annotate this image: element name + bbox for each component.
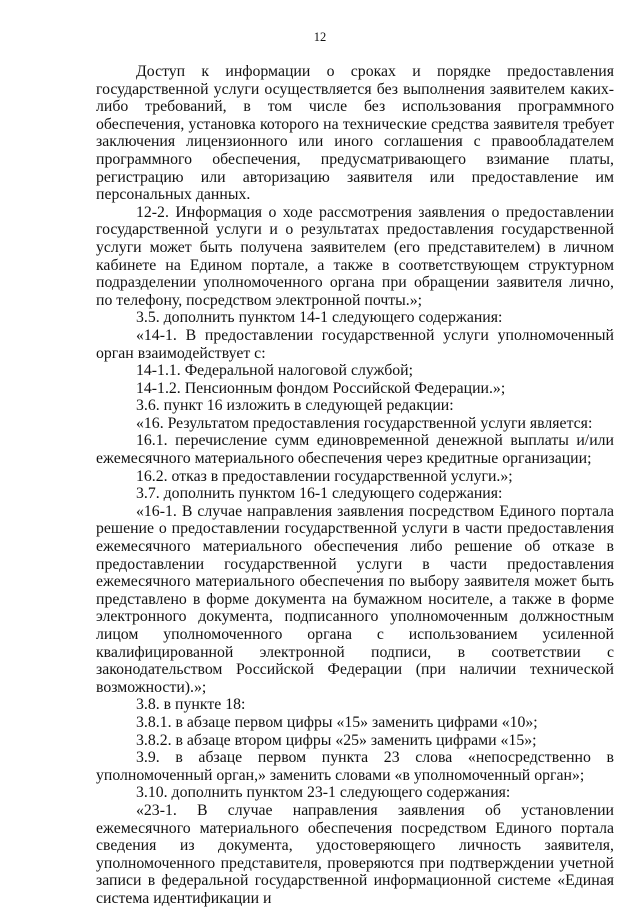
paragraph: 3.5. дополнить пунктом 14-1 следующего содержания:	[136, 309, 503, 327]
paragraph: 3.8. в пункте 18:	[136, 696, 246, 714]
paragraph: 3.8.2. в абзаце втором цифры «25» заменить цифрами «15»;	[136, 731, 537, 749]
paragraph: 16.1. перечисление сумм единовременной денежной выплаты и/или ежемесячного материального обеспечения через кредитные организации;	[96, 432, 614, 468]
paragraph: 16.2. отказ в предоставлении государственной услуги.»;	[136, 467, 513, 485]
paragraph: 3.9. в абзаце первом пункта 23 слова «непосредственно в уполномоченный орган,» заменить словами «в уполномоченный орган»;	[96, 749, 614, 784]
paragraph: 3.7. дополнить пунктом 16-1 следующего содержания:	[136, 485, 503, 503]
paragraph: 3.6. пункт 16 изложить в следующей редакции:	[136, 397, 454, 415]
paragraph: 3.10. дополнить пунктом 23-1 следующего содержания:	[136, 784, 511, 802]
paragraph: 12-2. Информация о ходе рассмотрения заявления о предоставлении государственной услуги и о результатах предоставления государственной услуги может быть получена заявителем (его представителем) в личном кабинете на Едином портале, а также в соответствующем структурном подразделении уполномоченного органа при обращении заявителя лично, по телефону, посредством электронной почты.»;	[96, 203, 614, 309]
document-body	[96, 63, 614, 908]
paragraph: «23-1. В случае направления заявления об установлении ежемесячного материального обеспечения посредством Единого портала сведения из документа, удостоверяющего личность заявителя, уполномоченного представителя, проверяются при подтверждении учетной записи в федеральной государственной информационной системе «Единая система идентификации и	[96, 801, 614, 907]
paragraph: 3.8.1. в абзаце первом цифры «15» заменить цифрами «10»;	[136, 713, 538, 731]
paragraph: «16-1. В случае направления заявления посредством Единого портала решение о предоставлении государственной услуги в части предоставления ежемесячного материального обеспечения либо решение об отказе в предоставлении государственной услуги в части предоставления ежемесячного материального обеспечения по выбору заявителя может быть представлено в форме документа на бумажном носителе, а также в форме электронного документа, подписанного уполномоченным должностным лицом уполномоченного органа с использованием усиленной квалифицированной электронной подписи, в соответствии с законодательством Российской Федерации (при наличии технической возможности).»;	[96, 502, 614, 696]
paragraph: 14-1.1. Федеральной налоговой службой;	[136, 362, 414, 380]
paragraph: «16. Результатом предоставления государственной услуги является:	[136, 414, 593, 432]
page-number: 12	[313, 30, 327, 44]
paragraph: Доступ к информации о сроках и порядке предоставления государственной услуги осуществляется без выполнения заявителем каких-либо требований, в том числе без использования программного обеспечения, установка которого на технические средства заявителя требует заключения лицензионного или иного соглашения с правообладателем программного обеспечения, предусматривающего взимание платы, регистрацию или авторизацию заявителя или предоставление им персональных данных.	[96, 63, 614, 204]
paragraph: 14-1.2. Пенсионным фондом Российской Федерации.»;	[136, 379, 506, 397]
paragraph: «14-1. В предоставлении государственной услуги уполномоченный орган взаимодействует с:	[96, 326, 614, 362]
